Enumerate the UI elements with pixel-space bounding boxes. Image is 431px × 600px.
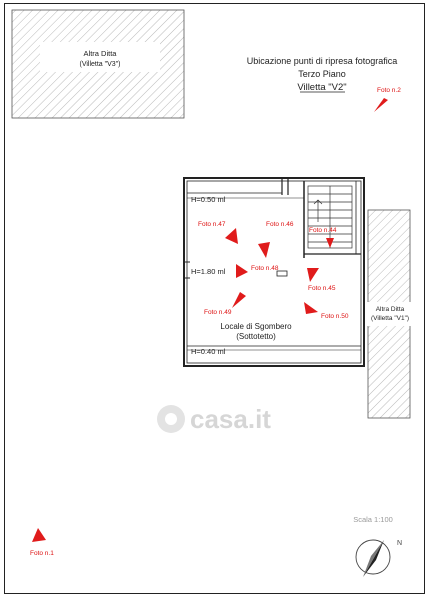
marker-foto-48[interactable] xyxy=(236,264,248,278)
marker-foto-49[interactable] xyxy=(232,292,246,308)
label-foto-1: Foto n.1 xyxy=(30,550,54,557)
marker-foto-46[interactable] xyxy=(258,242,270,258)
title-line-2: Terzo Piano xyxy=(298,69,346,79)
neighbor-block-v1 xyxy=(366,210,416,418)
photo-markers xyxy=(32,98,388,542)
height-label-middle: H=1.80 ml xyxy=(191,267,226,276)
title-block xyxy=(247,56,398,93)
title-line-1: Ubicazione punti di ripresa fotografica xyxy=(246,56,398,66)
title-line-3: Villetta "V2" xyxy=(297,82,347,93)
scale-label: Scala 1:100 xyxy=(353,515,393,524)
height-label-bottom: H=0.40 ml xyxy=(191,347,226,356)
neighbor-v1-sublabel: (Villetta "V1") xyxy=(370,315,410,322)
marker-foto-44[interactable] xyxy=(326,238,334,248)
watermark-logo xyxy=(157,404,271,434)
neighbor-v3-label: Altra Ditta xyxy=(83,49,117,58)
photo-labels xyxy=(30,87,401,557)
room-label: Locale di Sgombero xyxy=(220,322,292,331)
marker-foto-47[interactable] xyxy=(225,228,238,244)
neighbor-v3-sublabel: (Villetta "V3") xyxy=(79,61,121,68)
height-label-top: H=0.50 ml xyxy=(191,195,226,204)
label-foto-47: Foto n.47 xyxy=(198,221,226,228)
north-label: N xyxy=(397,540,403,547)
marker-foto-50[interactable] xyxy=(304,302,318,314)
label-foto-50: Foto n.50 xyxy=(321,313,349,320)
room-sublabel: (Sottotetto) xyxy=(236,332,276,341)
marker-foto-45[interactable] xyxy=(307,268,319,282)
north-arrow-icon xyxy=(356,540,402,577)
label-foto-2: Foto n.2 xyxy=(377,87,401,94)
label-foto-49: Foto n.49 xyxy=(204,309,232,316)
label-foto-48: Foto n.48 xyxy=(251,265,279,272)
marker-foto-1[interactable] xyxy=(32,528,46,542)
watermark-text: casa.it xyxy=(190,404,271,434)
neighbor-v1-label: Altra Ditta xyxy=(375,306,405,313)
label-foto-45: Foto n.45 xyxy=(308,285,336,292)
label-foto-44: Foto n.44 xyxy=(309,227,337,234)
neighbor-block-v3 xyxy=(12,10,184,118)
label-foto-46: Foto n.46 xyxy=(266,221,294,228)
marker-foto-2[interactable] xyxy=(374,98,388,112)
